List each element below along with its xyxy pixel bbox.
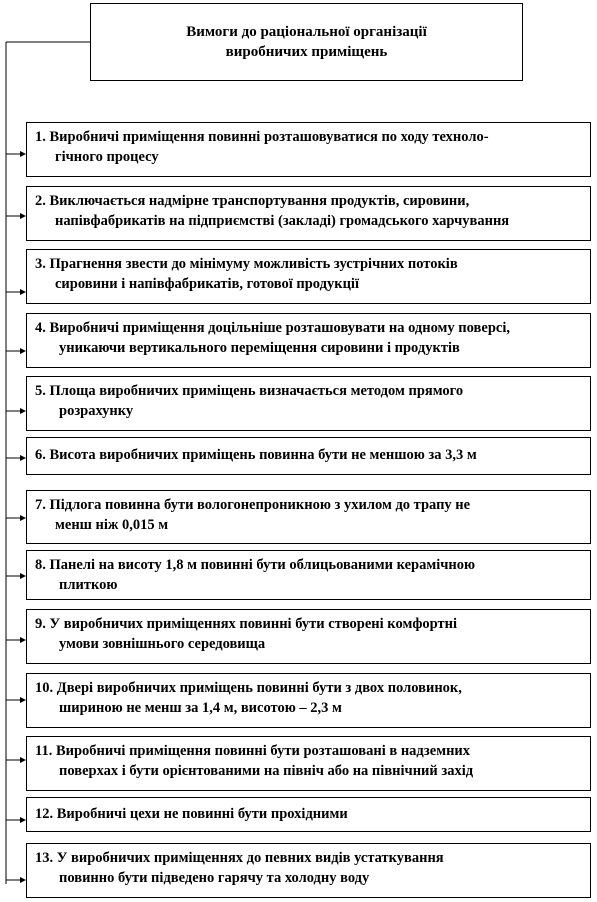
requirement-2-line2: напівфабрикатів на підприємстві (закладі) громадського харчування [55,213,510,229]
requirement-4-line2: уникаючи вертикального переміщення сировини і продуктів [59,340,460,356]
requirement-8-line2: плиткою [59,577,118,593]
requirement-box-12 [26,797,591,832]
requirement-6-line1: 6. Висота виробничих приміщень повинна бути не меншою за 3,3 м [35,447,477,463]
requirement-12-line1: 12. Виробничі цехи не повинні бути прохідними [35,806,348,822]
requirement-10-line1: 10. Двері виробничих приміщень повинні бути з двох половинок, [35,680,462,696]
diagram-title-line1: Вимоги до раціональної організації [186,24,427,40]
requirement-7-line1: 7. Підлога повинна бути вологонепроникною з ухилом до трапу не [35,497,471,513]
requirement-13-line1: 13. У виробничих приміщеннях до певних видів устаткування [35,850,444,866]
requirement-3-line1: 3. Прагнення звести до мінімуму можливість зустрічних потоків [35,256,458,272]
requirement-4-line1: 4. Виробничі приміщення доцільніше розташовувати на одному поверсі, [35,320,510,336]
diagram-title-box [90,3,523,81]
requirement-box-9 [26,609,591,664]
requirement-3-line2: сировини і напівфабрикатів, готової продукції [55,276,359,292]
requirement-box-5 [26,376,591,431]
requirement-8-line1: 8. Панелі на висоту 1,8 м повинні бути облицьованими керамічною [35,557,476,573]
requirement-box-11 [26,736,591,791]
requirement-9-line1: 9. У виробничих приміщеннях повинні бути створені комфортні [35,616,457,632]
requirement-2-line1: 2. Виключається надмірне транспортування продуктів, сировини, [35,193,470,209]
requirement-5-line2: розрахунку [59,403,134,419]
requirement-box-10 [26,673,591,728]
requirement-1-line1: 1. Виробничі приміщення повинні розташовуватися по ходу техноло- [35,129,489,145]
requirement-7-line2: менш ніж 0,015 м [55,517,169,533]
requirement-9-line2: умови зовнішнього середовища [59,636,266,652]
requirement-box-4 [26,313,591,368]
requirement-box-6 [26,437,591,475]
requirement-1-line2: гічного процесу [55,149,159,165]
requirement-box-3 [26,249,591,304]
requirement-box-13 [26,843,591,898]
requirement-11-line1: 11. Виробничі приміщення повинні бути розташовані в надземних [35,743,471,759]
requirement-box-7 [26,490,591,544]
requirement-5-line1: 5. Площа виробничих приміщень визначається методом прямого [35,383,464,399]
requirement-11-line2: поверхах і бути орієнтованими на північ або на північний захід [59,763,474,779]
requirement-13-line2: повинно бути підведено гарячу та холодну воду [59,870,370,886]
requirement-box-2 [26,186,591,241]
requirement-box-1 [26,122,591,177]
diagram-title-line2: виробничих приміщень [225,44,388,60]
requirement-10-line2: шириною не менш за 1,4 м, висотою – 2,3 м [59,700,342,716]
requirement-box-8 [26,550,591,600]
